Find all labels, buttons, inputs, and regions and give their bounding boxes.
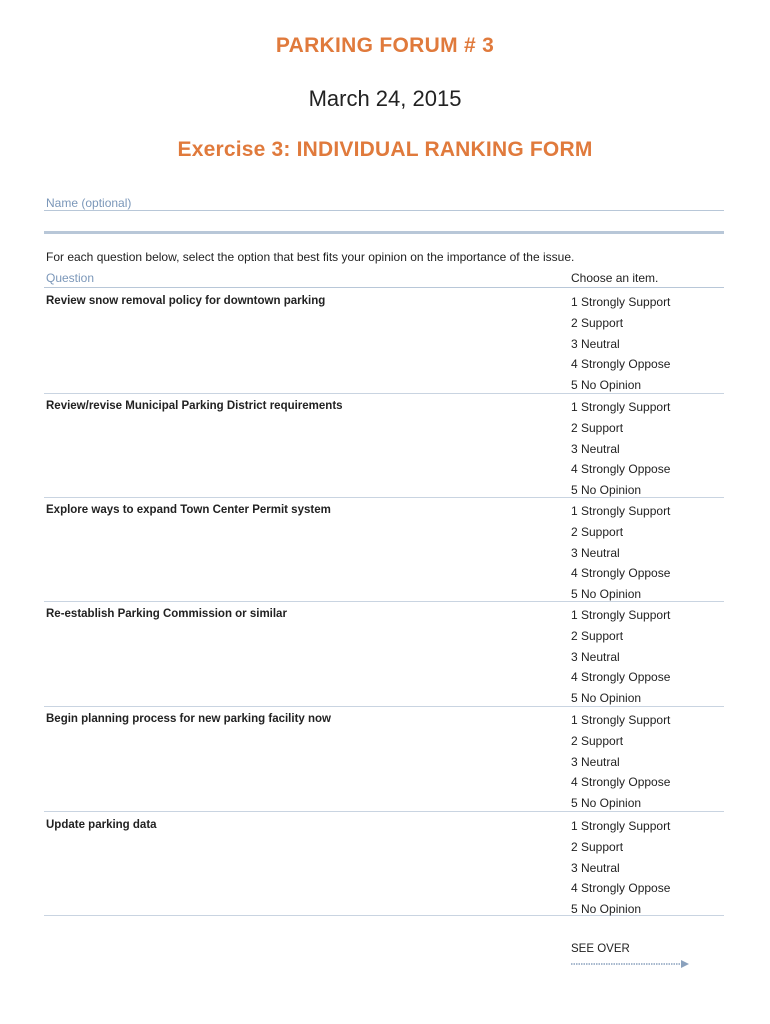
option-support[interactable]: 2 Support xyxy=(571,420,624,435)
option-no-opinion[interactable]: 5 No Opinion xyxy=(571,902,642,917)
option-support[interactable]: 2 Support xyxy=(571,628,624,643)
section-divider xyxy=(44,231,724,234)
option-neutral[interactable]: 3 Neutral xyxy=(571,545,620,560)
question-text: Re-establish Parking Commission or similar xyxy=(46,608,287,620)
question-text: Begin planning process for new parking facility now xyxy=(46,713,331,725)
choice-column-header[interactable]: Choose an item. xyxy=(571,271,659,285)
option-support[interactable]: 2 Support xyxy=(571,524,624,539)
option-strongly-support[interactable]: 1 Strongly Support xyxy=(571,713,671,727)
option-list xyxy=(571,608,670,712)
option-strongly-oppose[interactable]: 4 Strongly Oppose xyxy=(571,357,671,372)
option-list xyxy=(571,819,670,923)
option-support[interactable]: 2 Support xyxy=(571,733,624,748)
option-support[interactable]: 2 Support xyxy=(571,839,624,854)
question-column-header: Question xyxy=(46,271,95,285)
name-input[interactable] xyxy=(44,210,724,211)
option-no-opinion[interactable]: 5 No Opinion xyxy=(571,483,642,498)
option-no-opinion[interactable]: 5 No Opinion xyxy=(571,378,642,393)
name-field-label: Name (optional) xyxy=(46,196,132,210)
option-list xyxy=(571,713,670,817)
option-support[interactable]: 2 Support xyxy=(571,315,624,330)
option-strongly-oppose[interactable]: 4 Strongly Oppose xyxy=(571,775,671,790)
option-neutral[interactable]: 3 Neutral xyxy=(571,860,620,875)
option-neutral[interactable]: 3 Neutral xyxy=(571,441,620,456)
option-strongly-oppose[interactable]: 4 Strongly Oppose xyxy=(571,566,671,581)
question-row xyxy=(44,811,724,916)
question-text: Review/revise Municipal Parking District requirements xyxy=(46,400,343,412)
question-row xyxy=(44,497,724,602)
option-strongly-support[interactable]: 1 Strongly Support xyxy=(571,819,671,833)
question-row xyxy=(44,706,724,812)
option-strongly-support[interactable]: 1 Strongly Support xyxy=(571,608,671,622)
exercise-title: Exercise 3: INDIVIDUAL RANKING FORM xyxy=(177,138,593,161)
option-no-opinion[interactable]: 5 No Opinion xyxy=(571,796,642,811)
option-neutral[interactable]: 3 Neutral xyxy=(571,649,620,664)
arrow-right-icon xyxy=(571,958,691,970)
option-neutral[interactable]: 3 Neutral xyxy=(571,336,620,351)
option-list xyxy=(571,504,670,608)
question-row xyxy=(44,601,724,707)
option-strongly-oppose[interactable]: 4 Strongly Oppose xyxy=(571,462,671,477)
forum-date: March 24, 2015 xyxy=(308,86,462,111)
option-list xyxy=(571,400,670,504)
option-list xyxy=(571,295,670,399)
option-strongly-oppose[interactable]: 4 Strongly Oppose xyxy=(571,670,671,685)
question-text: Review snow removal policy for downtown parking xyxy=(46,295,326,307)
page-title: PARKING FORUM # 3 xyxy=(275,34,495,57)
option-strongly-support[interactable]: 1 Strongly Support xyxy=(571,295,671,309)
question-row xyxy=(44,393,724,498)
option-no-opinion[interactable]: 5 No Opinion xyxy=(571,587,642,602)
option-strongly-oppose[interactable]: 4 Strongly Oppose xyxy=(571,881,671,896)
question-row xyxy=(44,288,724,394)
instructions-text: For each question below, select the option that best fits your opinion on the importance of the issue. xyxy=(46,250,575,264)
option-no-opinion[interactable]: 5 No Opinion xyxy=(571,691,642,706)
option-neutral[interactable]: 3 Neutral xyxy=(571,754,620,769)
question-text: Explore ways to expand Town Center Permit system xyxy=(46,504,331,516)
see-over-label: SEE OVER xyxy=(571,943,630,955)
option-strongly-support[interactable]: 1 Strongly Support xyxy=(571,504,671,518)
option-strongly-support[interactable]: 1 Strongly Support xyxy=(571,400,671,414)
question-text: Update parking data xyxy=(46,819,157,831)
